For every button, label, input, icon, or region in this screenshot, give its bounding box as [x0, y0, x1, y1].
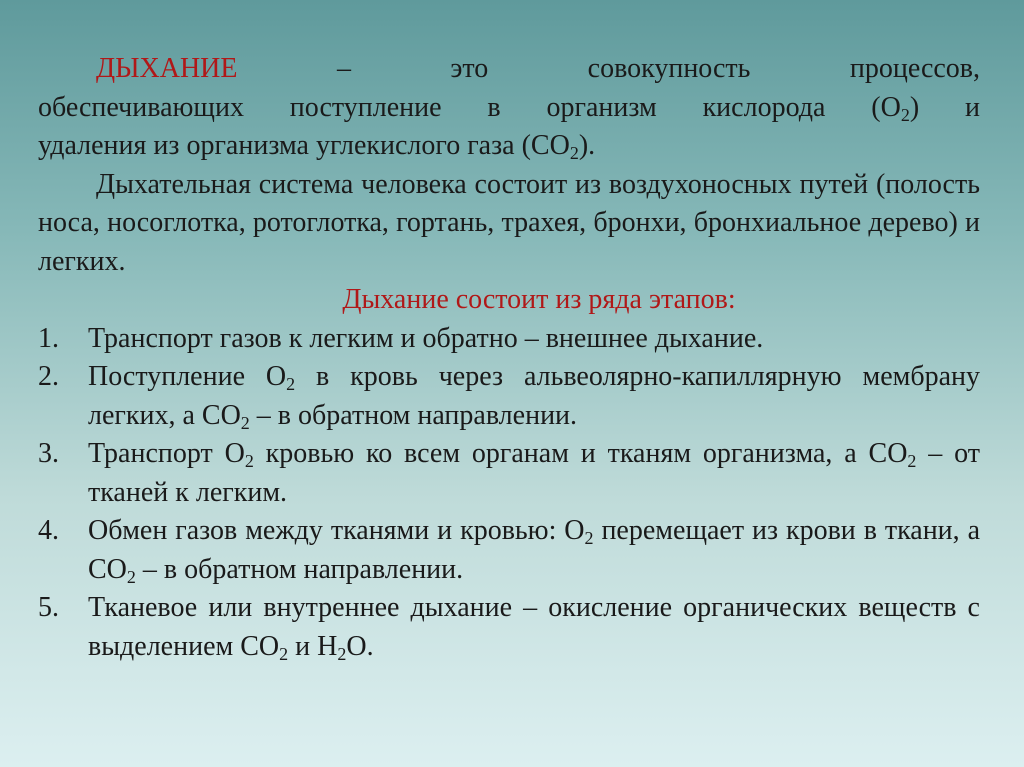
- subscript: 2: [337, 643, 347, 664]
- list-number: 4.: [38, 515, 59, 546]
- subscript: 2: [584, 528, 594, 548]
- list-item: [38, 358, 980, 435]
- list-number: 3.: [38, 438, 59, 469]
- text: ).: [578, 130, 596, 161]
- text: обеспечивающих поступление в организм кислорода (О: [38, 91, 901, 123]
- list-item: [38, 512, 980, 589]
- list-item: [38, 589, 980, 666]
- subscript: 2: [240, 412, 250, 433]
- subscript: 2: [126, 566, 136, 587]
- subscript: 2: [244, 451, 254, 471]
- list-number: 5.: [38, 592, 59, 623]
- list-text: [88, 358, 980, 435]
- text: – в обратном направлении.: [135, 553, 464, 585]
- stages-list: [38, 320, 980, 667]
- text: – в обратном направлении.: [249, 399, 578, 431]
- text: – от тканей к легким.: [88, 438, 980, 508]
- subscript: 2: [279, 643, 289, 664]
- list-text: [88, 512, 980, 589]
- word: совокупность: [587, 53, 751, 84]
- list-text: [88, 589, 980, 666]
- definition-line-3: [38, 127, 980, 166]
- subscript: 2: [907, 451, 917, 471]
- text: перемещает из крови в ткани, а СО: [88, 515, 981, 585]
- text: Тканевое или внутреннее дыхание – окисление органических веществ с выделением СО: [88, 592, 980, 662]
- word: это: [450, 53, 489, 84]
- definition-line-2: [38, 89, 980, 128]
- subscript: 2: [569, 143, 579, 163]
- dash: –: [336, 53, 351, 84]
- list-item: [38, 320, 980, 359]
- word: процессов,: [849, 53, 981, 84]
- text: О.: [346, 630, 374, 662]
- slide-content: [38, 50, 980, 666]
- text: удаления из организма углекислого газа (СО: [38, 130, 570, 161]
- list-number: 1.: [38, 322, 59, 354]
- text: в кровь через альвеолярно-капиллярную мембрану легких, а СО: [88, 361, 981, 431]
- term-breathing: ДЫХАНИЕ: [96, 53, 238, 84]
- list-item: [38, 435, 980, 512]
- text: кровью ко всем органам и тканям организма, а СО: [253, 438, 908, 469]
- subscript: 2: [900, 104, 910, 125]
- respiratory-system-paragraph: Дыхательная система человека состоит из воздухоносных путей (полость носа, носоглотка, ротоглотка, гортань, трахея, бронхи, бронхиальное дерево) и легких.: [38, 168, 980, 277]
- stages-heading: Дыхание состоит из ряда этапов:: [342, 284, 736, 315]
- list-text: [88, 435, 980, 512]
- text: Транспорт О: [88, 438, 245, 469]
- list-text: Транспорт газов к легким и обратно – внешнее дыхание.: [88, 322, 764, 354]
- text: Обмен газов между тканями и кровью: О: [88, 515, 585, 546]
- text: и Н: [288, 630, 338, 662]
- text: ) и: [909, 91, 980, 123]
- text: Поступление О: [88, 361, 287, 392]
- list-number: 2.: [38, 361, 59, 392]
- subscript: 2: [286, 374, 296, 394]
- definition-line-1: [38, 50, 980, 89]
